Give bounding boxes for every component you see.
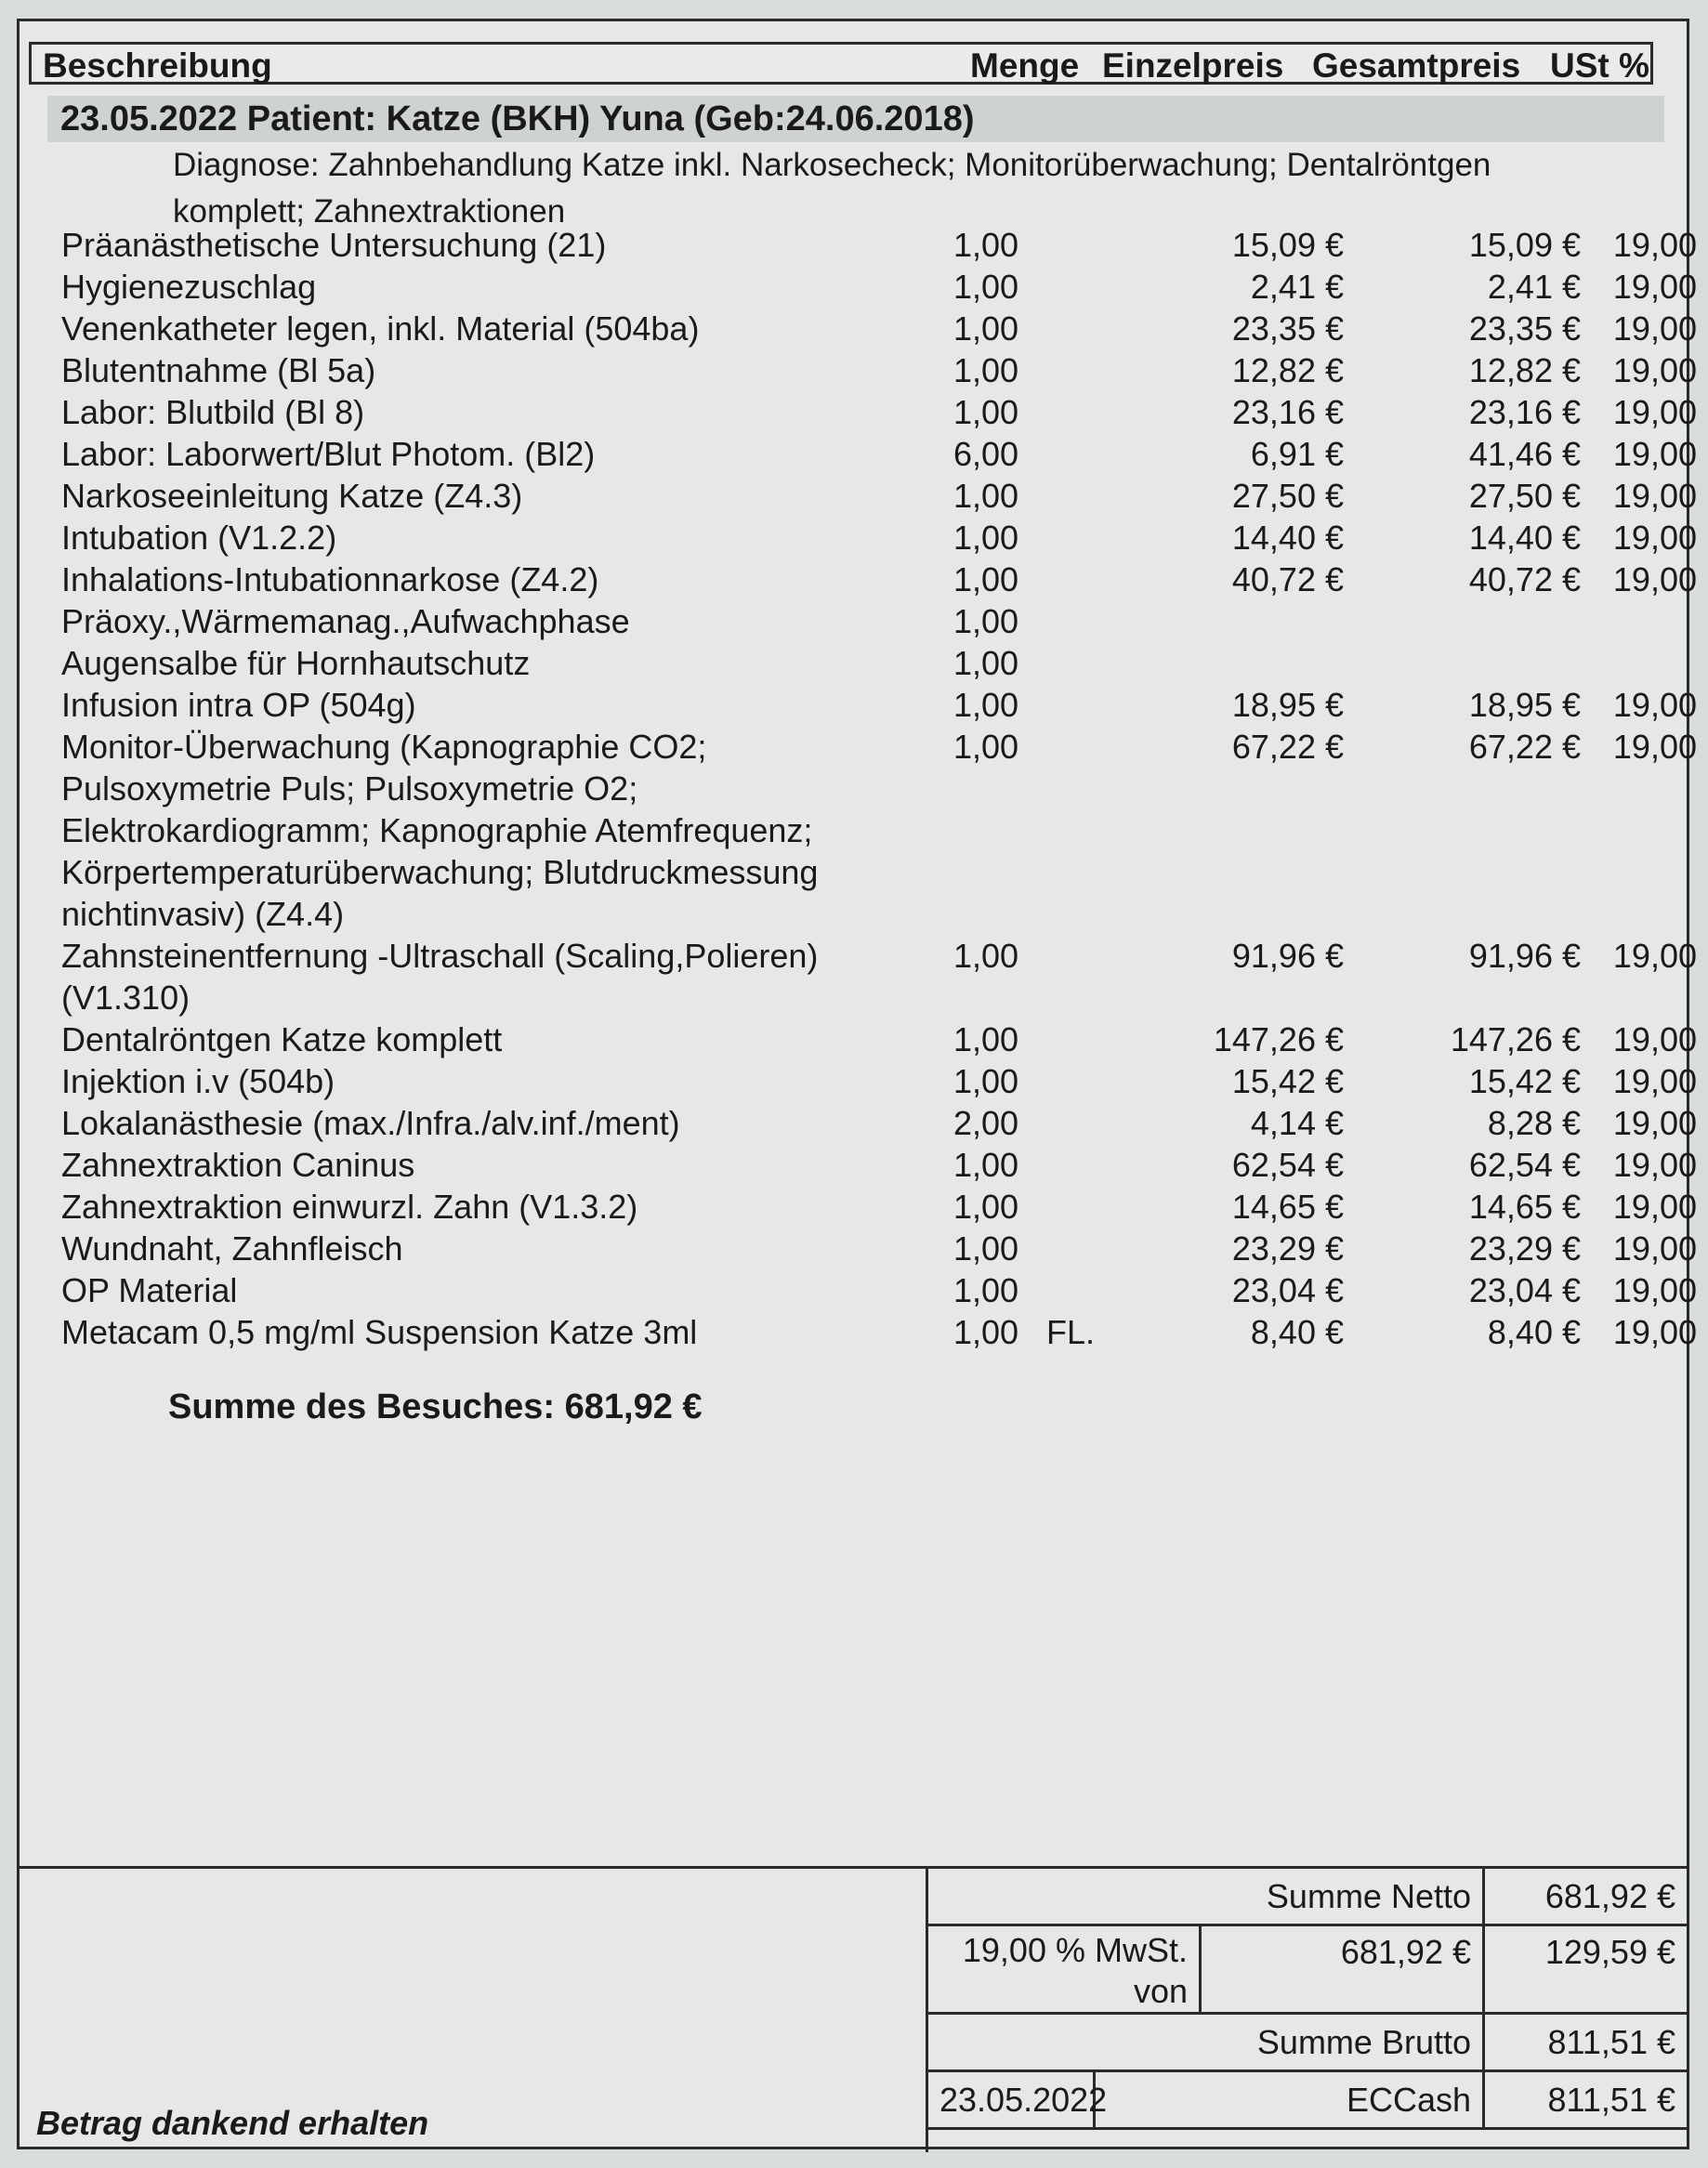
item-quantity: 1,00 [953,937,1019,975]
item-quantity: 1,00 [953,1229,1019,1268]
line-item [61,1102,1697,1144]
summe-des-besuches: Summe des Besuches: 681,92 € [168,1387,703,1426]
item-unit-price: 2,41 € [1250,268,1344,306]
item-vat-rate: 19,00 [1612,686,1697,724]
item-vat-rate: 19,00 [1612,309,1697,348]
item-total-price: 14,65 € [1468,1188,1581,1226]
item-description: Injektion i.v (504b) [61,1062,335,1100]
item-vat-rate: 19,00 [1612,560,1697,598]
item-quantity: 1,00 [953,602,1019,640]
line-item [61,308,1697,349]
item-description: Blutentnahme (Bl 5a) [61,351,376,389]
item-quantity: 1,00 [953,728,1019,766]
item-total-price: 15,42 € [1468,1062,1581,1100]
line-item [61,642,1678,684]
item-unit-price: 23,04 € [1231,1271,1344,1309]
item-unit-price: 15,42 € [1231,1062,1344,1100]
item-quantity: 1,00 [953,686,1019,724]
item-total-price: 147,26 € [1450,1020,1581,1058]
line-item [61,1228,1697,1269]
item-description: Lokalanästhesie (max./Infra./alv.inf./ment) [61,1104,680,1142]
item-unit-price: 14,65 € [1231,1188,1344,1226]
line-item [61,517,1697,558]
item-unit-price: 40,72 € [1231,560,1344,598]
item-vat-rate: 19,00 [1612,1062,1697,1100]
item-quantity: 1,00 [953,560,1019,598]
line-item [61,475,1697,517]
item-unit-price: 4,14 € [1250,1104,1344,1142]
item-vat-rate: 19,00 [1612,393,1697,431]
item-total-price: 23,35 € [1468,309,1581,348]
item-description: Zahnextraktion einwurzl. Zahn (V1.3.2) [61,1188,638,1226]
item-description: Präoxy.,Wärmemanag.,Aufwachphase [61,602,630,640]
item-total-price: 23,04 € [1468,1271,1581,1309]
item-total-price: 2,41 € [1487,268,1581,306]
item-total-price: 18,95 € [1468,686,1581,724]
item-unit-price: 23,16 € [1231,393,1344,431]
item-vat-rate: 19,00 [1612,1104,1697,1142]
item-total-price: 40,72 € [1468,560,1581,598]
line-item [61,349,1697,391]
item-quantity: 1,00 [953,644,1019,682]
item-quantity: 1,00 [953,1020,1019,1058]
item-vat-rate: 19,00 [1612,226,1697,264]
item-quantity: 1,00 [953,477,1019,515]
item-description: Dentalröntgen Katze komplett [61,1020,503,1058]
line-item [61,1186,1697,1228]
item-total-price: 14,40 € [1468,519,1581,557]
line-item [61,935,1697,1018]
item-unit-price: 18,95 € [1231,686,1344,724]
item-vat-rate: 19,00 [1612,728,1697,766]
payment-value: 811,51 € [1485,2072,1687,2130]
line-item [61,1060,1697,1102]
item-total-price: 41,46 € [1468,435,1581,473]
item-quantity: 1,00 [953,1271,1019,1309]
header-gesamtpreis: Gesamtpreis [1312,46,1521,85]
header-ust: USt % [1550,46,1649,85]
item-unit-price: 91,96 € [1231,937,1344,975]
payment-method: ECCash [1096,2072,1485,2130]
item-quantity: 1,00 [953,268,1019,306]
item-description: Zahnextraktion Caninus [61,1146,415,1184]
line-item [61,600,1678,642]
header-menge: Menge [970,46,1080,85]
item-description: Intubation (V1.2.2) [61,519,337,557]
header-beschreibung: Beschreibung [43,46,272,85]
item-total-price: 12,82 € [1468,351,1581,389]
item-vat-rate: 19,00 [1612,937,1697,975]
item-description: Wundnaht, Zahnfleisch [61,1229,403,1268]
item-quantity: 1,00 [953,1313,1019,1351]
item-description: Hygienezuschlag [61,268,317,306]
item-vat-rate: 19,00 [1612,435,1697,473]
item-description: Augensalbe für Hornhautschutz [61,644,531,682]
item-unit-price: 12,82 € [1231,351,1344,389]
mwst-value: 129,59 € [1485,1926,1687,2015]
item-quantity: 2,00 [953,1104,1019,1142]
line-item [61,1269,1697,1311]
item-unit-price: 147,26 € [1213,1020,1344,1058]
item-quantity: 1,00 [953,1062,1019,1100]
item-description: OP Material [61,1271,238,1309]
totals-box [926,1869,1687,2152]
invoice-footer [20,1866,1687,2152]
summe-brutto-label: Summe Brutto [928,2015,1485,2072]
item-description: Monitor-Überwachung (Kapnographie CO2; Pulsoxymetrie Puls; Pulsoxymetrie O2; Elektrokardiogramm; Kapnographie Atemfrequenz; Körpertemperaturüberwachung; Blutdruckmessung nichtinvasiv) (Z4.4) [61,728,819,933]
patient-line: 23.05.2022 Patient: Katze (BKH) Yuna (Geb:24.06.2018) [47,96,1664,142]
mwst-label: 19,00 % MwSt. von [928,1926,1202,2015]
item-total-price: 62,54 € [1468,1146,1581,1184]
item-vat-rate: 19,00 [1612,1020,1697,1058]
item-vat-rate: 19,00 [1612,519,1697,557]
invoice-sheet [17,19,1697,2149]
item-unit-price: 6,91 € [1250,435,1344,473]
item-quantity: 1,00 [953,309,1019,348]
item-total-price: 8,28 € [1487,1104,1581,1142]
item-unit-price: 14,40 € [1231,519,1344,557]
item-quantity: 1,00 [953,1188,1019,1226]
item-total-price: 23,16 € [1468,393,1581,431]
item-total-price: 27,50 € [1468,477,1581,515]
payment-date: 23.05.2022 [928,2072,1096,2130]
summe-brutto-value: 811,51 € [1485,2015,1687,2072]
item-quantity: 1,00 [953,351,1019,389]
item-total-price: 67,22 € [1468,728,1581,766]
summe-netto-value: 681,92 € [1485,1869,1687,1926]
item-vat-rate: 19,00 [1612,1313,1697,1351]
item-vat-rate: 19,00 [1612,1229,1697,1268]
item-unit-price: 8,40 € [1250,1313,1344,1351]
item-description: Metacam 0,5 mg/ml Suspension Katze 3ml [61,1313,698,1351]
item-vat-rate: 19,00 [1612,268,1697,306]
header-einzelpreis: Einzelpreis [1102,46,1284,85]
item-quantity: 6,00 [953,435,1019,473]
diagnose-text: Diagnose: Zahnbehandlung Katze inkl. Narkosecheck; Monitorüberwachung; Dentalröntgen komplett; Zahnextraktionen [173,147,1491,230]
item-unit-price: 62,54 € [1231,1146,1344,1184]
item-total-price: 15,09 € [1468,226,1581,264]
line-item [61,1144,1697,1186]
item-unit: FL. [1046,1313,1096,1351]
line-item [61,1018,1697,1060]
item-vat-rate: 19,00 [1612,1146,1697,1184]
line-item [61,433,1697,475]
item-total-price: 91,96 € [1468,937,1581,975]
summe-netto-label: Summe Netto [928,1869,1485,1926]
line-item [61,558,1697,600]
item-vat-rate: 19,00 [1612,1271,1697,1309]
table-header [29,42,1653,85]
line-item [61,684,1697,726]
item-unit-price: 23,35 € [1231,309,1344,348]
item-description: Infusion intra OP (504g) [61,686,416,724]
item-description: Narkoseeinleitung Katze (Z4.3) [61,477,523,515]
item-unit-price: 67,22 € [1231,728,1344,766]
item-quantity: 1,00 [953,1146,1019,1184]
item-quantity: 1,00 [953,226,1019,264]
item-total-price: 23,29 € [1468,1229,1581,1268]
line-item [61,726,1697,935]
item-description: Inhalations-Intubationnarkose (Z4.2) [61,560,599,598]
item-vat-rate: 19,00 [1612,351,1697,389]
item-unit-price: 27,50 € [1231,477,1344,515]
item-total-price: 8,40 € [1487,1313,1581,1351]
item-unit-price: 23,29 € [1231,1229,1344,1268]
item-quantity: 1,00 [953,519,1019,557]
thanks-note: Betrag dankend erhalten [36,2104,429,2142]
line-item [61,224,1697,266]
mwst-basis: 681,92 € [1202,1926,1485,2015]
item-description: Zahnsteinentfernung -Ultraschall (Scaling,Polieren) (V1.310) [61,937,819,1017]
line-items [61,224,1697,1353]
item-quantity: 1,00 [953,393,1019,431]
item-description: Präanästhetische Untersuchung (21) [61,226,607,264]
line-item [61,1311,1697,1353]
item-unit-price: 15,09 € [1231,226,1344,264]
item-vat-rate: 19,00 [1612,477,1697,515]
item-vat-rate: 19,00 [1612,1188,1697,1226]
line-item [61,391,1697,433]
item-description: Venenkatheter legen, inkl. Material (504ba) [61,309,700,348]
item-description: Labor: Laborwert/Blut Photom. (Bl2) [61,435,596,473]
item-description: Labor: Blutbild (Bl 8) [61,393,365,431]
line-item [61,266,1697,308]
